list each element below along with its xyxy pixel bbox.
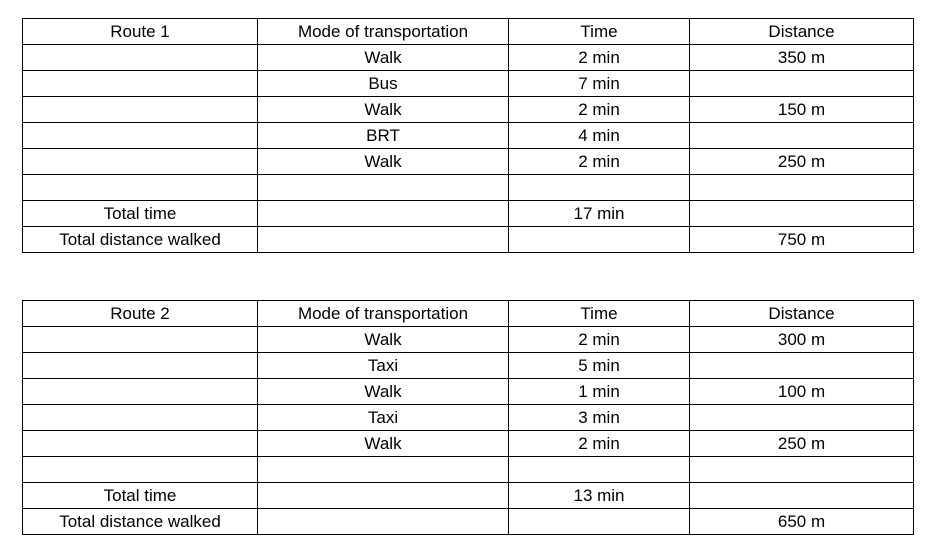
table-cell <box>690 123 914 149</box>
table-row <box>23 45 914 71</box>
table-cell: 2 min <box>509 97 690 123</box>
table-cell <box>23 123 258 149</box>
table-cell <box>690 175 914 201</box>
table-cell: Bus <box>258 71 509 97</box>
table-cell <box>690 71 914 97</box>
table-header-row <box>23 19 914 45</box>
table-cell: 3 min <box>509 405 690 431</box>
table-cell <box>23 431 258 457</box>
header-cell: Route 1 <box>23 19 258 45</box>
table-cell: 1 min <box>509 379 690 405</box>
table-cell: 650 m <box>690 509 914 535</box>
table-cell: BRT <box>258 123 509 149</box>
total-distance-row <box>23 227 914 253</box>
table-row <box>23 353 914 379</box>
table-cell: Total distance walked <box>23 509 258 535</box>
table-cell <box>509 227 690 253</box>
table-row <box>23 123 914 149</box>
route-1-table <box>22 18 914 253</box>
table-cell <box>509 457 690 483</box>
table-cell: 17 min <box>509 201 690 227</box>
table-cell <box>23 97 258 123</box>
table-cell: Taxi <box>258 405 509 431</box>
table-cell: 150 m <box>690 97 914 123</box>
table-header-row <box>23 301 914 327</box>
table-cell: Total distance walked <box>23 227 258 253</box>
table-cell <box>23 327 258 353</box>
total-distance-row <box>23 509 914 535</box>
table-cell: Walk <box>258 149 509 175</box>
table-cell <box>23 353 258 379</box>
table-row <box>23 431 914 457</box>
table-cell: 250 m <box>690 149 914 175</box>
header-cell: Time <box>509 301 690 327</box>
table-cell: Total time <box>23 201 258 227</box>
table-cell <box>23 379 258 405</box>
table-cell: 7 min <box>509 71 690 97</box>
table-cell: 13 min <box>509 483 690 509</box>
table-cell <box>258 509 509 535</box>
table-cell: 4 min <box>509 123 690 149</box>
table-cell <box>690 353 914 379</box>
table-cell: Walk <box>258 327 509 353</box>
table-row <box>23 457 914 483</box>
table-cell <box>690 483 914 509</box>
table-cell: 5 min <box>509 353 690 379</box>
header-cell: Distance <box>690 19 914 45</box>
table-cell <box>258 175 509 201</box>
table-row <box>23 175 914 201</box>
table-cell <box>23 45 258 71</box>
route-2-table <box>22 300 914 535</box>
table-cell <box>23 457 258 483</box>
table-cell: 2 min <box>509 149 690 175</box>
table-cell <box>23 149 258 175</box>
table-cell: 300 m <box>690 327 914 353</box>
table-cell: Walk <box>258 431 509 457</box>
table-cell <box>23 405 258 431</box>
table-cell: Taxi <box>258 353 509 379</box>
table-cell <box>258 227 509 253</box>
table-row <box>23 405 914 431</box>
total-time-row <box>23 483 914 509</box>
table-cell: Total time <box>23 483 258 509</box>
table-cell <box>509 509 690 535</box>
table-row <box>23 97 914 123</box>
header-cell: Distance <box>690 301 914 327</box>
table-row <box>23 71 914 97</box>
table-cell <box>690 405 914 431</box>
table-cell: 2 min <box>509 431 690 457</box>
table-cell <box>23 175 258 201</box>
table-cell: Walk <box>258 379 509 405</box>
table-cell <box>23 71 258 97</box>
header-cell: Time <box>509 19 690 45</box>
table-cell: 750 m <box>690 227 914 253</box>
table-cell: 2 min <box>509 327 690 353</box>
table-cell: Walk <box>258 97 509 123</box>
table-cell: 2 min <box>509 45 690 71</box>
header-cell: Route 2 <box>23 301 258 327</box>
table-cell <box>258 201 509 227</box>
table-row <box>23 379 914 405</box>
table-cell <box>258 483 509 509</box>
table-cell <box>509 175 690 201</box>
table-cell: 250 m <box>690 431 914 457</box>
total-time-row <box>23 201 914 227</box>
table-cell: 350 m <box>690 45 914 71</box>
table-cell <box>690 201 914 227</box>
header-cell: Mode of transportation <box>258 301 509 327</box>
header-cell: Mode of transportation <box>258 19 509 45</box>
table-cell: Walk <box>258 45 509 71</box>
table-cell <box>690 457 914 483</box>
table-cell <box>258 457 509 483</box>
table-row <box>23 149 914 175</box>
table-cell: 100 m <box>690 379 914 405</box>
table-row <box>23 327 914 353</box>
